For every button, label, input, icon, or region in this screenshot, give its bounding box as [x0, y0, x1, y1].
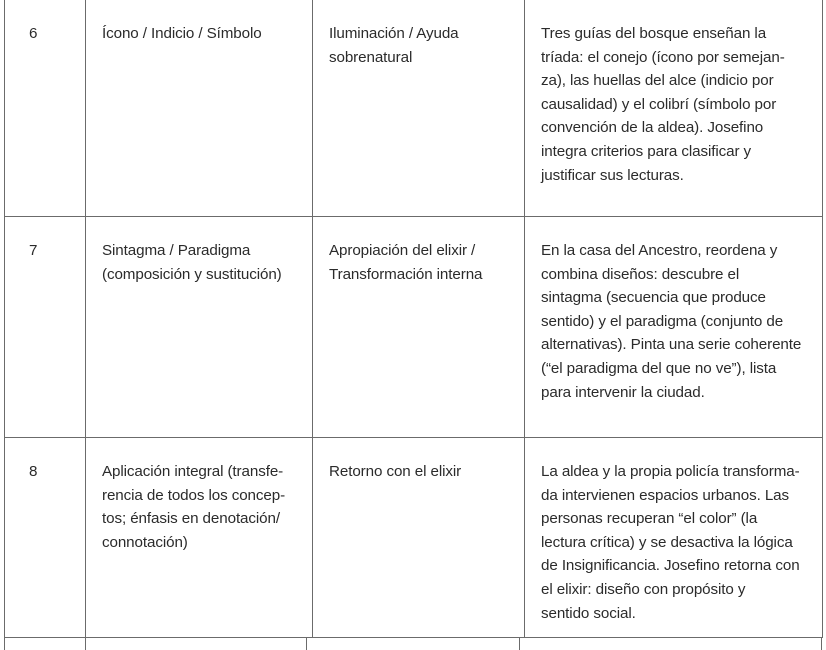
stage-cell: Apropiación del elixir / Transformación interna	[313, 217, 525, 438]
description-cell: La aldea y la propia policía transforma- da intervienen espacios urbanos. Las personas recuperan “el color” (la lectura crítica) y se desactiva la lógica de Insignificancia. Josefino retorna con el elixir: diseño con propósito y sentido social.	[525, 438, 823, 638]
description-cell: Tres guías del bosque enseñan la tríada: el conejo (ícono por semejan- za), las huellas del alce (indicio por causalidad) y el colibrí (símbolo por convención de la aldea). Josefino integra criterios para clasificar y justificar sus lecturas.	[525, 0, 823, 217]
row-number-cell: 8	[5, 438, 86, 638]
rule-stub	[306, 638, 307, 650]
table-row	[5, 438, 823, 638]
rule-stub	[519, 638, 520, 650]
description-cell: En la casa del Ancestro, reordena y combina diseños: descubre el sintagma (secuencia que produce sentido) y el paradigma (conjunto de alternativas). Pinta una serie coherente (“el paradigma del que no ve”), lista para intervenir la ciudad.	[525, 217, 823, 438]
table-row	[5, 0, 823, 217]
content-table-container	[4, 0, 822, 638]
rule-stub	[821, 638, 822, 650]
stage-cell: Iluminación / Ayuda sobrenatural	[313, 0, 525, 217]
concept-cell: Aplicación integral (transfe- rencia de todos los concep- tos; énfasis en denotación/ connotación)	[86, 438, 313, 638]
row-number-cell: 7	[5, 217, 86, 438]
concept-cell: Ícono / Indicio / Símbolo	[86, 0, 313, 217]
table-row	[5, 217, 823, 438]
stage-cell: Retorno con el elixir	[313, 438, 525, 638]
row-number-cell: 6	[5, 0, 86, 217]
content-table	[4, 0, 823, 638]
rule-stub	[85, 638, 86, 650]
rule-stub	[4, 638, 5, 650]
concept-cell: Sintagma / Paradigma (composición y sustitución)	[86, 217, 313, 438]
